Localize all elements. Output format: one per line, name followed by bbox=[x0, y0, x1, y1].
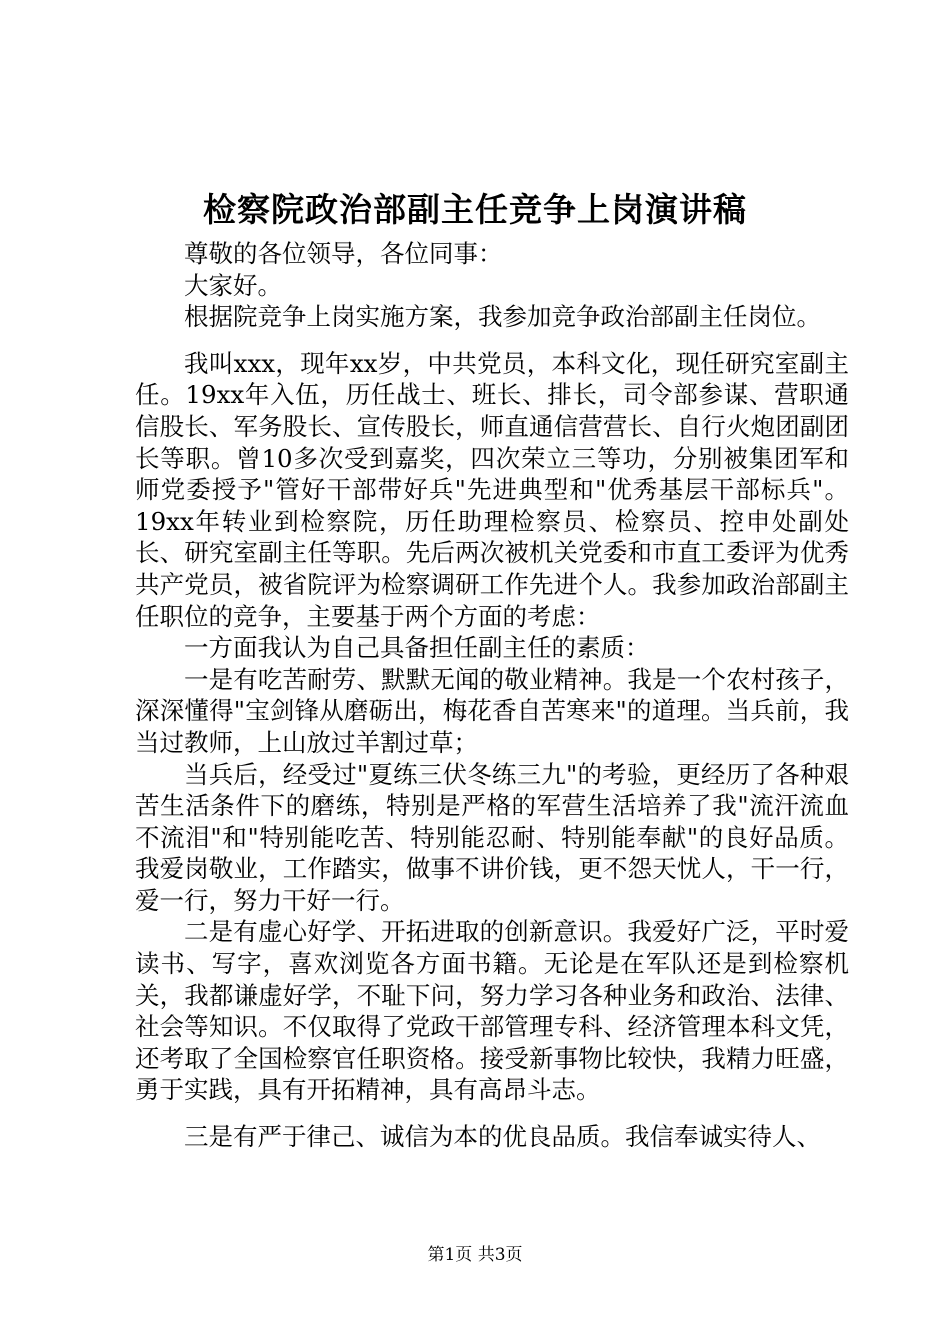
paragraph-quality-one: 一是有吃苦耐劳、默默无闻的敬业精神。我是一个农村孩子，深深懂得"宝剑锋从磨砺出，梅花香自苦寒来"的道理。当兵前，我当过教师，上山放过羊割过草； bbox=[135, 664, 849, 757]
document-title: 检察院政治部副主任竞争上岗演讲稿 bbox=[203, 190, 747, 229]
paragraph-intro: 根据院竞争上岗实施方案，我参加竞争政治部副主任岗位。 bbox=[184, 302, 821, 332]
paragraph-quality-one-cont: 当兵后，经受过"夏练三伏冬练三九"的考验，更经历了各种艰苦生活条件下的磨练，特别是严格的军营生活培养了我"流汗流血不流泪"和"特别能吃苦、特别能忍耐、特别能奉献"的良好品质。我爱岗敬业，工作踏实，做事不讲价钱，更不怨天忧人，干一行，爱一行，努力干好一行。 bbox=[135, 759, 849, 915]
page-footer: 第1页 共3页 bbox=[427, 1245, 523, 1265]
paragraph-greeting: 大家好。 bbox=[184, 270, 282, 300]
paragraph-salutation: 尊敬的各位领导，各位同事： bbox=[184, 239, 503, 268]
document-body bbox=[135, 238, 849, 1153]
paragraph-background: 我叫xxx，现年xx岁，中共党员，本科文化，现任研究室副主任。19xx年入伍，历任战士、班长、排长，司令部参谋、营职通信股长、军务股长、宣传股长，师直通信营营长、自行火炮团副团长等职。曾10多次受到嘉奖，四次荣立三等功，分别被集团军和师党委授予"管好干部带好兵"先进典型和"优秀基层干部标兵"。19xx年转业到检察院，历任助理检察员、检察员、控申处副处长、研究室副主任等职。先后两次被机关党委和市直工委评为优秀共产党员，被省院评为检察调研工作先进个人。我参加政治部副主任职位的竞争，主要基于两个方面的考虑： bbox=[135, 348, 849, 631]
paragraph-quality-three: 三是有严于律己、诚信为本的优良品质。我信奉诚实待人、 bbox=[184, 1122, 821, 1152]
paragraph-qualities-heading: 一方面我认为自己具备担任副主任的素质： bbox=[184, 633, 650, 663]
paragraph-quality-two: 二是有虚心好学、开拓进取的创新意识。我爱好广泛，平时爱读书、写字，喜欢浏览各方面书籍。无论是在军队还是到检察机关，我都谦虚好学，不耻下问，努力学习各种业务和政治、法律、社会等知识。不仅取得了党政干部管理专科、经济管理本科文凭，还考取了全国检察官任职资格。接受新事物比较快，我精力旺盛，勇于实践，具有开拓精神，具有高昂斗志。 bbox=[135, 917, 849, 1105]
